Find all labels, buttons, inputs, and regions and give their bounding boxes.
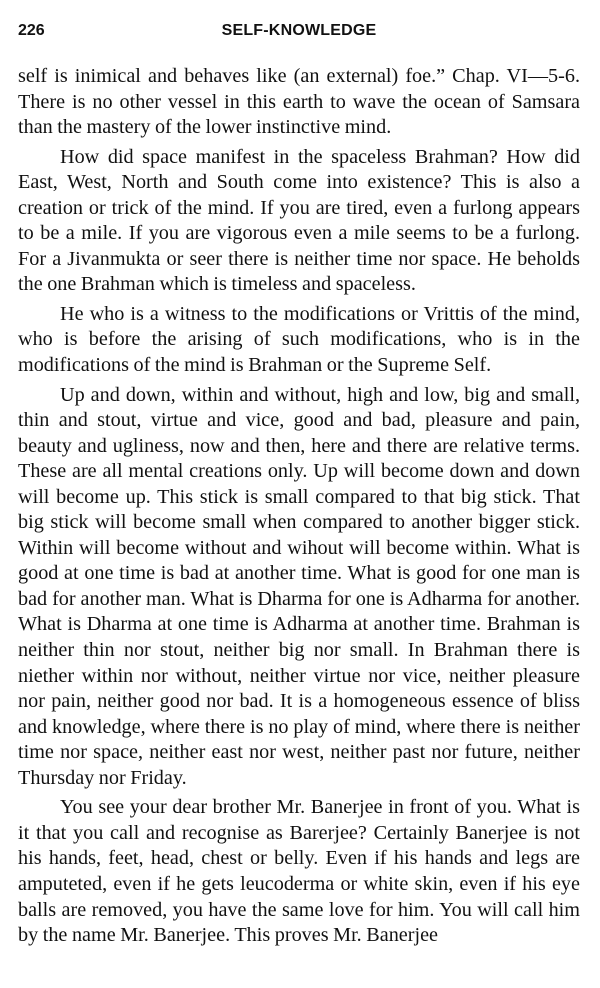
running-title: SELF-KNOWLEDGE	[221, 22, 377, 39]
body-text	[18, 64, 580, 949]
paragraph-continued: self is inimical and behaves like (an external) foe.” Chap. VI—5-6. There is no other vessel in this earth to wave the ocean of Samsara than the mastery of the lower instinctive mind.	[18, 65, 580, 139]
paragraph: He who is a witness to the modifications or Vrittis of the mind, who is before the arising of such modifications, who is in the modifications of the mind is Brahman or the Supreme Self.	[18, 302, 580, 377]
running-head	[18, 18, 580, 46]
paragraph: Up and down, within and without, high and low, big and small, thin and stout, virtue and vice, good and bad, pleasure and pain, beauty and ugliness, now and then, here and there are relative terms. These are all mental creations only. Up will become down and down will become up. This stick is small compared to that big stick. That big stick will become small when compared to another bigger stick. Within will become without and wihout will become within. What is good at one time is bad at another time. What is good for one man is bad for another man. What is Dharma for one is Adharma for another. What is Dharma at one time is Adharma at another time. Brahman is neither thin nor stout, neither big nor small. In Brahman there is niether within nor without, neither virtue nor vice, neither pleasure nor pain, neither good nor bad. It is a homogeneous essence of bliss and knowledge, where there is no play of mind, where there is neither time nor space, neither east nor west, neither past nor future, neither Thursday nor Friday.	[18, 383, 580, 789]
paragraph: You see your dear brother Mr. Banerjee in front of you. What is it that you call and recognise as Barerjee? Certainly Banerjee is not his hands, feet, head, chest or belly. Even if his hands and legs are amputeted, even if he gets leucoderma or white skin, even if his eye balls are removed, you have the same love for him. You will call him by the name Mr. Banerjee. This proves Mr. Banerjee	[18, 796, 580, 947]
page-number: 226	[18, 22, 45, 39]
paragraph: How did space manifest in the spaceless Brahman? How did East, West, North and South come into existence? This is also a creation or trick of the mind. If you are tired, even a furlong appears to be a mile. If you are vigorous even a mile seems to be a furlong. For a Jivanmukta or seer there is neither time nor space. He beholds the one Brahman which is timeless and spaceless.	[18, 145, 580, 296]
